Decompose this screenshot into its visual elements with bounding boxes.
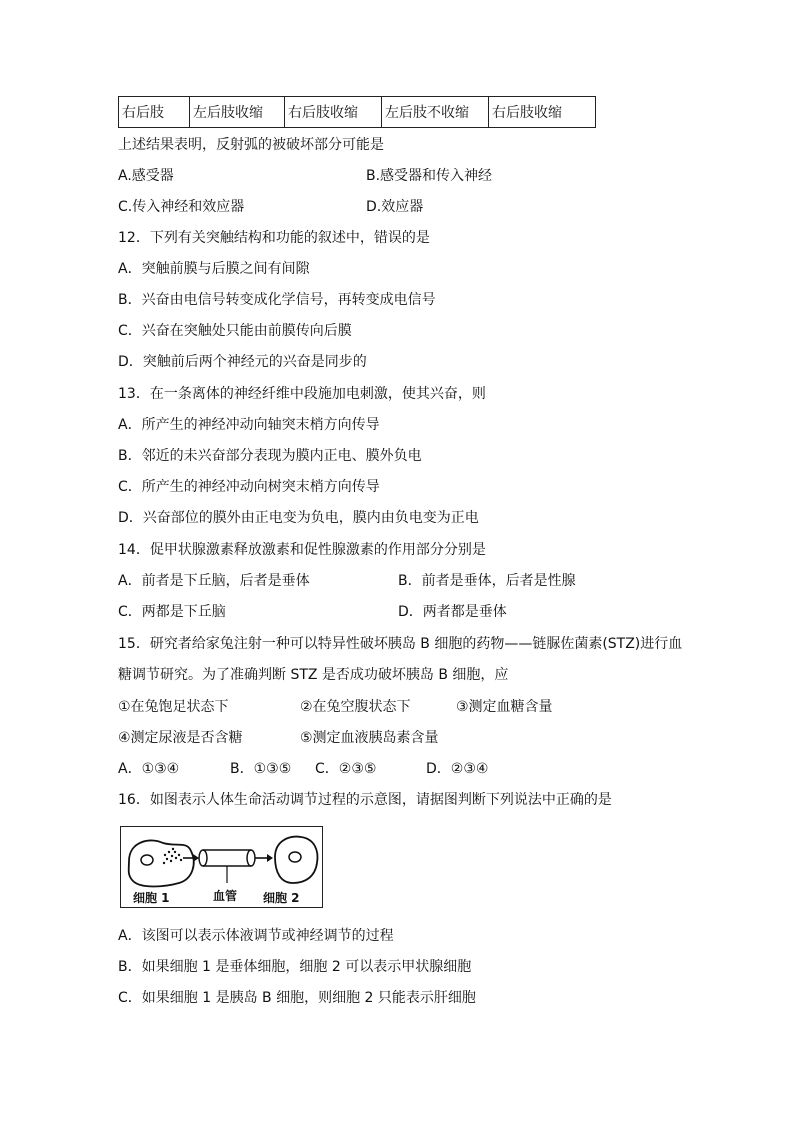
q15-stem-line1: 15．研究者给家兔注射一种可以特异性破坏胰岛 B 细胞的药物——链脲佐菌素(STZ)进行血 — [118, 636, 683, 652]
q15-stem-line2: 糖调节研究。为了准确判断 STZ 是否成功破坏胰岛 B 细胞，应 — [118, 667, 509, 683]
q15-item-1: ①在兔饱足状态下 — [118, 699, 229, 715]
q11-conclusion: 上述结果表明，反射弧的被破坏部分可能是 — [118, 137, 384, 153]
q13-option-b: B．邻近的未兴奋部分表现为膜内正电、膜外负电 — [118, 448, 422, 464]
q15-option-a: A．①③④ — [118, 761, 180, 777]
q15-item-3: ③测定血糖含量 — [456, 699, 553, 715]
vessel-left-end — [199, 850, 207, 866]
q15-option-c: C．②③⑤ — [315, 761, 377, 777]
q14-option-d: D．两者都是垂体 — [398, 604, 507, 620]
table-cell: 右后肢收缩 — [489, 97, 596, 128]
q11-option-d: D.效应器 — [366, 199, 424, 215]
q12-stem: 12．下列有关突触结构和功能的叙述中，错误的是 — [118, 230, 430, 246]
q13-stem: 13．在一条离体的神经纤维中段施加电刺激，使其兴奋，则 — [118, 386, 486, 402]
cell-2-label: 细胞 2 — [263, 891, 300, 905]
table-cell: 左后肢收缩 — [190, 97, 285, 128]
q11-option-a: A.感受器 — [118, 168, 174, 184]
result-table — [118, 96, 596, 128]
q16-option-c: C．如果细胞 1 是胰岛 B 细胞，则细胞 2 只能表示肝细胞 — [118, 990, 476, 1006]
cell-2-outline — [275, 837, 317, 883]
secretion-dots — [163, 848, 182, 864]
q11-option-c: C.传入神经和效应器 — [118, 199, 245, 215]
q11-option-b: B.感受器和传入神经 — [366, 168, 493, 184]
q15-option-b: B．①③⑤ — [230, 761, 292, 777]
q13-option-c: C．所产生的神经冲动向树突末梢方向传导 — [118, 479, 380, 495]
regulation-diagram — [120, 826, 323, 908]
vessel-label: 血管 — [213, 889, 238, 903]
cell-1-outline — [129, 840, 194, 886]
vessel-right-end — [247, 850, 255, 866]
q12-option-d: D．突触前后两个神经元的兴奋是同步的 — [118, 354, 367, 370]
q14-option-a: A．前者是下丘脑，后者是垂体 — [118, 573, 310, 589]
cell-2-nucleus — [289, 852, 301, 862]
q13-option-a: A．所产生的神经冲动向轴突末梢方向传导 — [118, 417, 380, 433]
q15-item-2: ②在兔空腹状态下 — [300, 699, 411, 715]
q14-stem: 14．促甲状腺激素释放激素和促性腺激素的作用部分分别是 — [118, 542, 486, 558]
arrow-head-1 — [193, 854, 199, 862]
table-row — [119, 97, 596, 128]
cell-1-label: 细胞 1 — [133, 891, 170, 905]
table-cell: 右后肢 — [119, 97, 190, 128]
arrow-head-2 — [267, 854, 273, 862]
q12-option-a: A．突触前膜与后膜之间有间隙 — [118, 261, 310, 277]
q15-item-4: ④测定尿液是否含糖 — [118, 730, 243, 746]
cell-1-nucleus — [141, 855, 153, 865]
q15-option-d: D．②③④ — [426, 761, 489, 777]
q14-option-b: B．前者是垂体，后者是性腺 — [398, 573, 576, 589]
q16-option-a: A．该图可以表示体液调节或神经调节的过程 — [118, 928, 394, 944]
q12-option-c: C．兴奋在突触处只能由前膜传向后膜 — [118, 323, 352, 339]
table-cell: 左后肢不收缩 — [382, 97, 489, 128]
q12-option-b: B．兴奋由电信号转变成化学信号，再转变成电信号 — [118, 292, 436, 308]
q16-option-b: B．如果细胞 1 是垂体细胞，细胞 2 可以表示甲状腺细胞 — [118, 959, 472, 975]
q13-option-d: D．兴奋部位的膜外由正电变为负电，膜内由负电变为正电 — [118, 510, 479, 526]
q15-item-5: ⑤测定血液胰岛素含量 — [300, 730, 439, 746]
q14-option-c: C．两都是下丘脑 — [118, 604, 226, 620]
q16-stem: 16．如图表示人体生命活动调节过程的示意图，请据图判断下列说法中正确的是 — [118, 792, 612, 808]
table-cell: 右后肢收缩 — [285, 97, 382, 128]
